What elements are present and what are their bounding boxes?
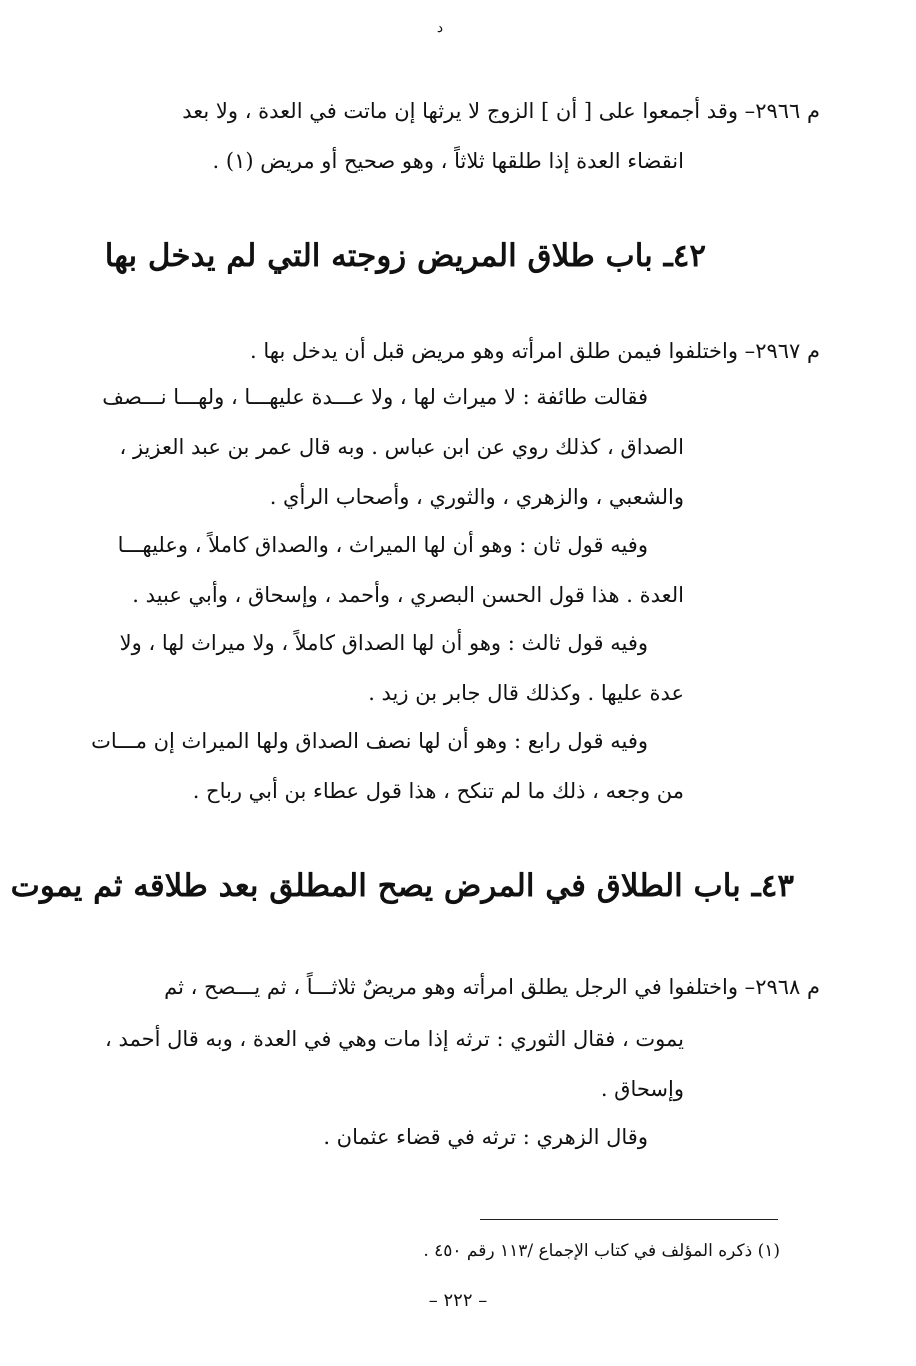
- entry-2968-line-4: وقال الزهري : ترثه في قضاء عثمان .: [323, 1125, 648, 1149]
- entry-2967-p4-line-2: من وجعه ، ذلك ما لم تنكح ، هذا قول عطاء بن أبي رباح .: [192, 779, 684, 803]
- footnote-1: (١) ذكره المؤلف في كتاب الإجماع /١١٣ رقم ٤٥٠ .: [423, 1241, 780, 1261]
- entry-2967-p4-line-1: وفيه قول رابع : وهو أن لها نصف الصداق ولها الميراث إن مـــات: [91, 729, 648, 753]
- chapter-heading-42: ٤٢ـ باب طلاق المريض زوجته التي لم يدخل بها: [104, 238, 706, 274]
- entry-2966-line-2: انقضاء العدة إذا طلقها ثلاثاً ، وهو صحيح أو مريض (١) .: [212, 149, 684, 173]
- footnote-divider: [480, 1219, 778, 1220]
- entry-2967-p3-line-1: وفيه قول ثالث : وهو أن لها الصداق كاملاً ، ولا ميراث لها ، ولا: [119, 631, 648, 655]
- entry-2967-p2-line-1: وفيه قول ثان : وهو أن لها الميراث ، والصداق كاملاً ، وعليهـــا: [117, 533, 648, 557]
- entry-2968-line-1: م ٢٩٦٨– واختلفوا في الرجل يطلق امرأته وهو مريضٌ ثلاثـــاً ، ثم يـــصح ، ثم: [164, 975, 820, 999]
- entry-2967-p1-line-3: والشعبي ، والزهري ، والثوري ، وأصحاب الرأي .: [269, 485, 684, 509]
- entry-2967-intro: م ٢٩٦٧– واختلفوا فيمن طلق امرأته وهو مريض قبل أن يدخل بها .: [250, 339, 820, 363]
- chapter-heading-43: ٤٣ـ باب الطلاق في المرض يصح المطلق بعد طلاقه ثم يموت: [10, 868, 794, 904]
- entry-2966-line-1: م ٢٩٦٦– وقد أجمعوا على [ أن ] الزوج لا يرثها إن ماتت في العدة ، ولا بعد: [182, 99, 820, 123]
- entry-2968-line-3: وإسحاق .: [600, 1077, 684, 1101]
- page-number: – ٢٢٢ –: [428, 1290, 488, 1311]
- entry-2967-p3-line-2: عدة عليها . وكذلك قال جابر بن زيد .: [368, 681, 684, 705]
- header-mark: د: [436, 20, 444, 36]
- entry-2967-p2-line-2: العدة . هذا قول الحسن البصري ، وأحمد ، وإسحاق ، وأبي عبيد .: [132, 583, 684, 607]
- entry-2968-line-2: يموت ، فقال الثوري : ترثه إذا مات وهي في العدة ، وبه قال أحمد ،: [105, 1027, 684, 1051]
- entry-2967-p1-line-2: الصداق ، كذلك روي عن ابن عباس . وبه قال عمر بن عبد العزيز ،: [119, 435, 684, 459]
- entry-2967-p1-line-1: فقالت طائفة : لا ميراث لها ، ولا عـــدة عليهـــا ، ولهـــا نـــصف: [102, 385, 648, 409]
